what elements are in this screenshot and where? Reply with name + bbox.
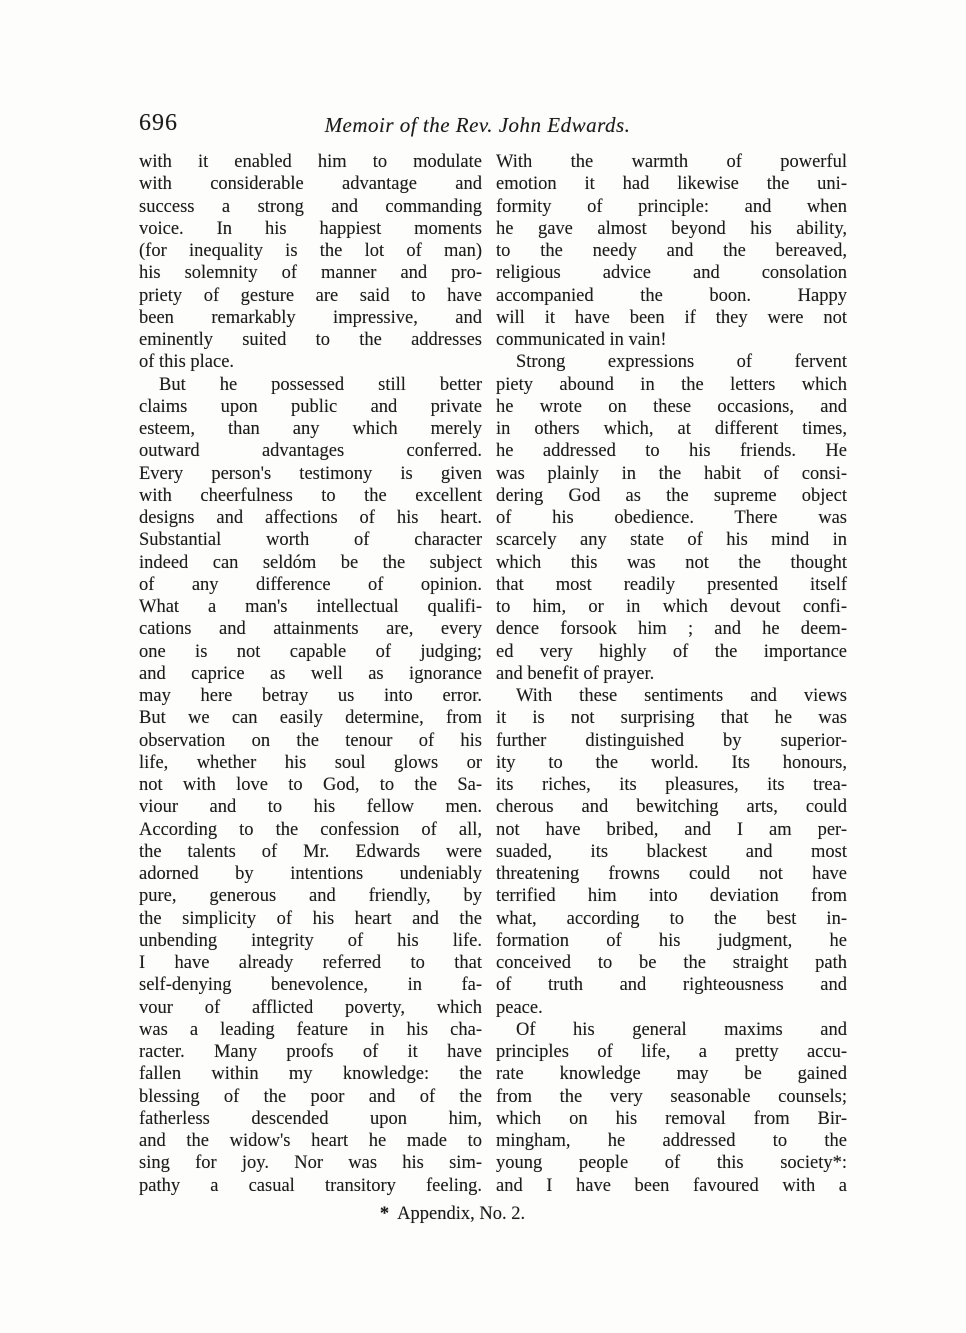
- text-line: the talents of Mr. Edwards were: [139, 841, 482, 862]
- page-number: 696: [139, 110, 178, 136]
- text-line: But we can easily determine, from: [139, 708, 482, 729]
- running-title: Memoir of the Rev. John Edwards.: [324, 113, 631, 137]
- text-line: Strong expressions of fervent: [516, 352, 847, 373]
- text-line: one is not capable of judging;: [139, 641, 482, 662]
- text-line: Substantial worth of character: [139, 530, 482, 551]
- text-line: dering God as the supreme object: [496, 485, 847, 506]
- text-line: piety abound in the letters which: [496, 374, 847, 395]
- text-line: he addressed to his friends. He: [496, 441, 847, 462]
- text-line: Of his general maxims and: [516, 1019, 847, 1040]
- text-line: to him, or in which devout confi-: [496, 597, 847, 617]
- text-line: and the widow's heart he made to: [139, 1131, 482, 1151]
- text-line: emotion it had likewise the uni-: [496, 174, 847, 195]
- text-line: outward advantages conferred.: [139, 441, 482, 462]
- text-line: esteem, than any which merely: [139, 419, 482, 439]
- text-line: principles of life, a pretty accu-: [496, 1042, 847, 1062]
- text-line: further distinguished by superior-: [496, 730, 847, 751]
- text-line: of his obedience. There was: [496, 508, 847, 528]
- text-line: vour of afflicted poverty, which: [139, 997, 482, 1018]
- text-line: success a strong and commanding: [139, 196, 482, 217]
- text-line: observation on the tenour of his: [139, 730, 482, 751]
- text-line: mingham, he addressed to the: [496, 1131, 847, 1151]
- text-line: he wrote on these occasions, and: [496, 396, 847, 417]
- text-line: which on his removal from Bir-: [496, 1108, 847, 1129]
- text-line: But he possessed still better: [159, 374, 482, 395]
- text-line: he gave almost beyond his ability,: [496, 218, 847, 239]
- text-line: not with love to God, to the Sa-: [139, 775, 482, 795]
- text-line: his solemnity of manner and pro-: [139, 263, 482, 284]
- text-line: not have bribed, and I am per-: [496, 819, 847, 840]
- text-line: I have already referred to that: [139, 953, 482, 973]
- text-line: of any difference of opinion.: [139, 574, 482, 595]
- footnote: [99, 1204, 806, 1225]
- text-line: young people of this society*:: [496, 1153, 847, 1174]
- text-line: and I have been favoured with a: [496, 1175, 847, 1196]
- text-line: and caprice as well as ignorance: [139, 663, 482, 684]
- text-line: voice. In his happiest moments: [139, 218, 482, 239]
- text-line: which this was not the thought: [496, 552, 847, 573]
- text-line: its riches, its pleasures, its trea-: [496, 775, 847, 795]
- text-line: suaded, its blackest and most: [496, 841, 847, 862]
- text-line: ed very highly of the importance: [496, 641, 847, 662]
- text-line: peace.: [496, 997, 543, 1018]
- text-line: designs and affections of his heart.: [139, 508, 482, 528]
- text-line: of truth and righteousness and: [496, 975, 847, 996]
- text-line: rate knowledge may be gained: [496, 1064, 847, 1085]
- text-line: fatherless descended upon him,: [139, 1108, 482, 1129]
- column-left: [139, 151, 482, 1197]
- text-line: that most readily presented itself: [496, 574, 847, 595]
- text-line: unbending integrity of his life.: [139, 930, 482, 951]
- text-line: viour and to his fellow men.: [139, 797, 482, 818]
- text-line: ity to the world. Its honours,: [496, 752, 847, 773]
- page-header: [139, 110, 846, 142]
- text-line: may here betray us into error.: [139, 686, 482, 706]
- text-line: racter. Many proofs of it have: [139, 1042, 482, 1062]
- text-line: (for inequality is the lot of man): [139, 241, 482, 261]
- text-line: pathy a casual transitory feeling.: [139, 1175, 482, 1196]
- text-line: what, according to the best in-: [496, 908, 847, 929]
- text-line: What a man's intellectual qualifi-: [139, 597, 482, 617]
- text-line: to the needy and the bereaved,: [496, 241, 847, 261]
- footnote-marker: *: [379, 1204, 390, 1224]
- text-line: threatening frowns could not have: [496, 864, 847, 884]
- text-line: from the very seasonable counsels;: [496, 1086, 847, 1107]
- text-line: in others which, at different times,: [496, 419, 847, 439]
- text-line: dence forsook him ; and he deem-: [496, 619, 847, 640]
- text-line: cherous and bewitching arts, could: [496, 797, 847, 818]
- text-line: was plainly in the habit of consi-: [496, 463, 847, 484]
- text-line: blessing of the poor and of the: [139, 1086, 482, 1107]
- text-line: formation of his judgment, he: [496, 930, 847, 951]
- column-right: [496, 151, 847, 1197]
- text-line: with considerable advantage and: [139, 174, 482, 195]
- text-line: terrified him into deviation from: [496, 886, 847, 907]
- text-line: religious advice and consolation: [496, 263, 847, 284]
- text-line: of this place.: [139, 352, 235, 373]
- text-line: cations and attainments are, every: [139, 619, 482, 640]
- text-line: with it enabled him to modulate: [139, 152, 482, 172]
- text-line: been remarkably impressive, and: [139, 307, 482, 328]
- text-line: With these sentiments and views: [516, 686, 847, 706]
- text-line: conceived to be the straight path: [496, 953, 847, 973]
- text-line: accompanied the boon. Happy: [496, 285, 847, 306]
- text-line: priety of gesture are said to have: [139, 285, 482, 306]
- text-line: and benefit of prayer.: [496, 663, 655, 684]
- text-line: self-denying benevolence, in fa-: [139, 975, 482, 996]
- text-line: the simplicity of his heart and the: [139, 908, 482, 929]
- text-line: with cheerfulness to the excellent: [139, 485, 482, 506]
- text-line: eminently suited to the addresses: [139, 330, 482, 350]
- text-line: adorned by intentions undeniably: [139, 864, 482, 884]
- text-line: was a leading feature in his cha-: [139, 1019, 482, 1040]
- text-line: indeed can seldóm be the subject: [139, 552, 482, 573]
- text-line: will it have been if they were not: [496, 307, 847, 328]
- text-line: scarcely any state of his mind in: [496, 530, 847, 551]
- text-line: communicated in vain!: [496, 330, 667, 350]
- text-line: it is not surprising that he was: [496, 708, 847, 729]
- text-line: Every person's testimony is given: [139, 463, 482, 484]
- text-line: formity of principle: and when: [496, 196, 847, 217]
- text-columns: [139, 151, 847, 1197]
- text-line: pure, generous and friendly, by: [139, 886, 482, 907]
- text-line: claims upon public and private: [139, 396, 482, 417]
- text-line: sing for joy. Nor was his sim-: [139, 1153, 482, 1174]
- footnote-text: Appendix, No. 2.: [397, 1204, 526, 1224]
- text-line: With the warmth of powerful: [496, 152, 847, 172]
- text-line: fallen within my knowledge: the: [139, 1064, 482, 1085]
- text-line: life, whether his soul glows or: [139, 752, 482, 773]
- text-line: According to the confession of all,: [139, 819, 482, 840]
